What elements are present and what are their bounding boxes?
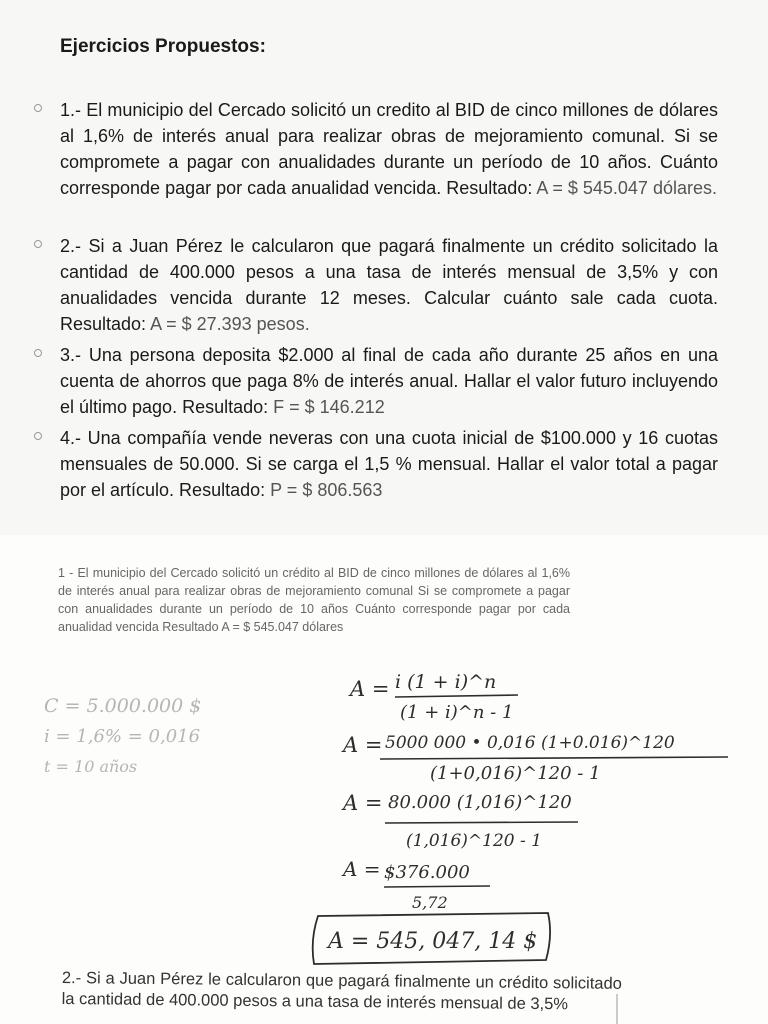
scanned-printed-text: 1 - El municipio del Cercado solicitó un crédito al BID de cinco millones de dólares al 1,6% de interés anual para realizar obras de mejoramiento comunal Si se compromete a pagar con anualidades durante un período de 10 años Cuánto corresponde pagar por cada anualidad vencida Resultado A = $ 545.047 dólares [58, 566, 570, 634]
note-time: t = 10 años [44, 757, 138, 776]
scanned-exercise-2: 2.- Si a Juan Pérez le calcularon que pagará finalmente un crédito solicitado la cantidad de 400.000 pesos a una tasa de interés mensual de 3,5% [61, 968, 622, 1014]
section-heading: Ejercicios Propuestos: [60, 36, 266, 57]
formula-lhs: A = [343, 857, 381, 881]
exercise-result: A = $ 27.393 pesos. [146, 314, 310, 334]
boxed-answer [313, 913, 550, 964]
formula-3 [341, 791, 578, 851]
formula-lhs: A = [343, 791, 383, 815]
note-capital: C = 5.000.000 $ [44, 695, 202, 717]
formula-denominator: (1+0,016)^120 - 1 [430, 763, 601, 784]
exercise-result: A = $ 545.047 dólares. [532, 178, 717, 198]
formula-denominator: (1 + i)^n - 1 [400, 702, 514, 723]
formula-lhs: A = [350, 677, 390, 701]
formula-1 [348, 671, 518, 723]
formula-numerator: 80.000 (1,016)^120 [388, 792, 572, 813]
answer-text: A = 545, 047, 14 $ [328, 929, 538, 954]
exercise-text: 1.- El municipio del Cercado solicitó un credito al BID de cinco millones de dólares al 1,6% de interés anual para realizar obras de mejoramiento comunal. Si se compromete a pagar con anualidades durante un período de 10 años. Cuánto corresponde pagar por cada anualidad vencida. Resultado: [60, 100, 718, 198]
exercise-result: P = $ 806.563 [265, 480, 383, 500]
formula-2 [341, 733, 728, 784]
note-rate: i = 1,6% = 0,016 [44, 726, 201, 747]
formula-denominator: 5,72 [412, 893, 448, 912]
exercise-text: 4.- Una compañía vende neveras con una cuota inicial de $100.000 y 16 cuotas mensuales de 50.000. Si se carga el 1,5 % mensual. Hallar el valor total a pagar por el artículo. Resultado: [60, 428, 718, 500]
exercise-result: F = $ 146.212 [268, 397, 385, 417]
formula-numerator: $376.000 [384, 862, 470, 883]
exercise-text: 2.- Si a Juan Pérez le calcularon que pagará finalmente un crédito solicitado la cantidad de 400.000 pesos a una tasa de interés mensual de 3,5% y con anualidades vencida durante 12 meses. Calcular cuánto sale cada cuota. Resultado: [60, 236, 718, 334]
exercise-text: 3.- Una persona deposita $2.000 al final de cada año durante 25 años en una cuenta de ahorros que paga 8% de interés anual. Hallar el valor futuro incluyendo el último pago. Resultado: [60, 345, 718, 417]
formula-denominator: (1,016)^120 - 1 [406, 831, 542, 851]
formula-numerator: i (1 + i)^n [395, 671, 497, 693]
formula-4 [341, 857, 490, 912]
formula-numerator: 5000 000 • 0,016 (1+0.016)^120 [385, 733, 675, 753]
formula-lhs: A = [343, 733, 383, 757]
